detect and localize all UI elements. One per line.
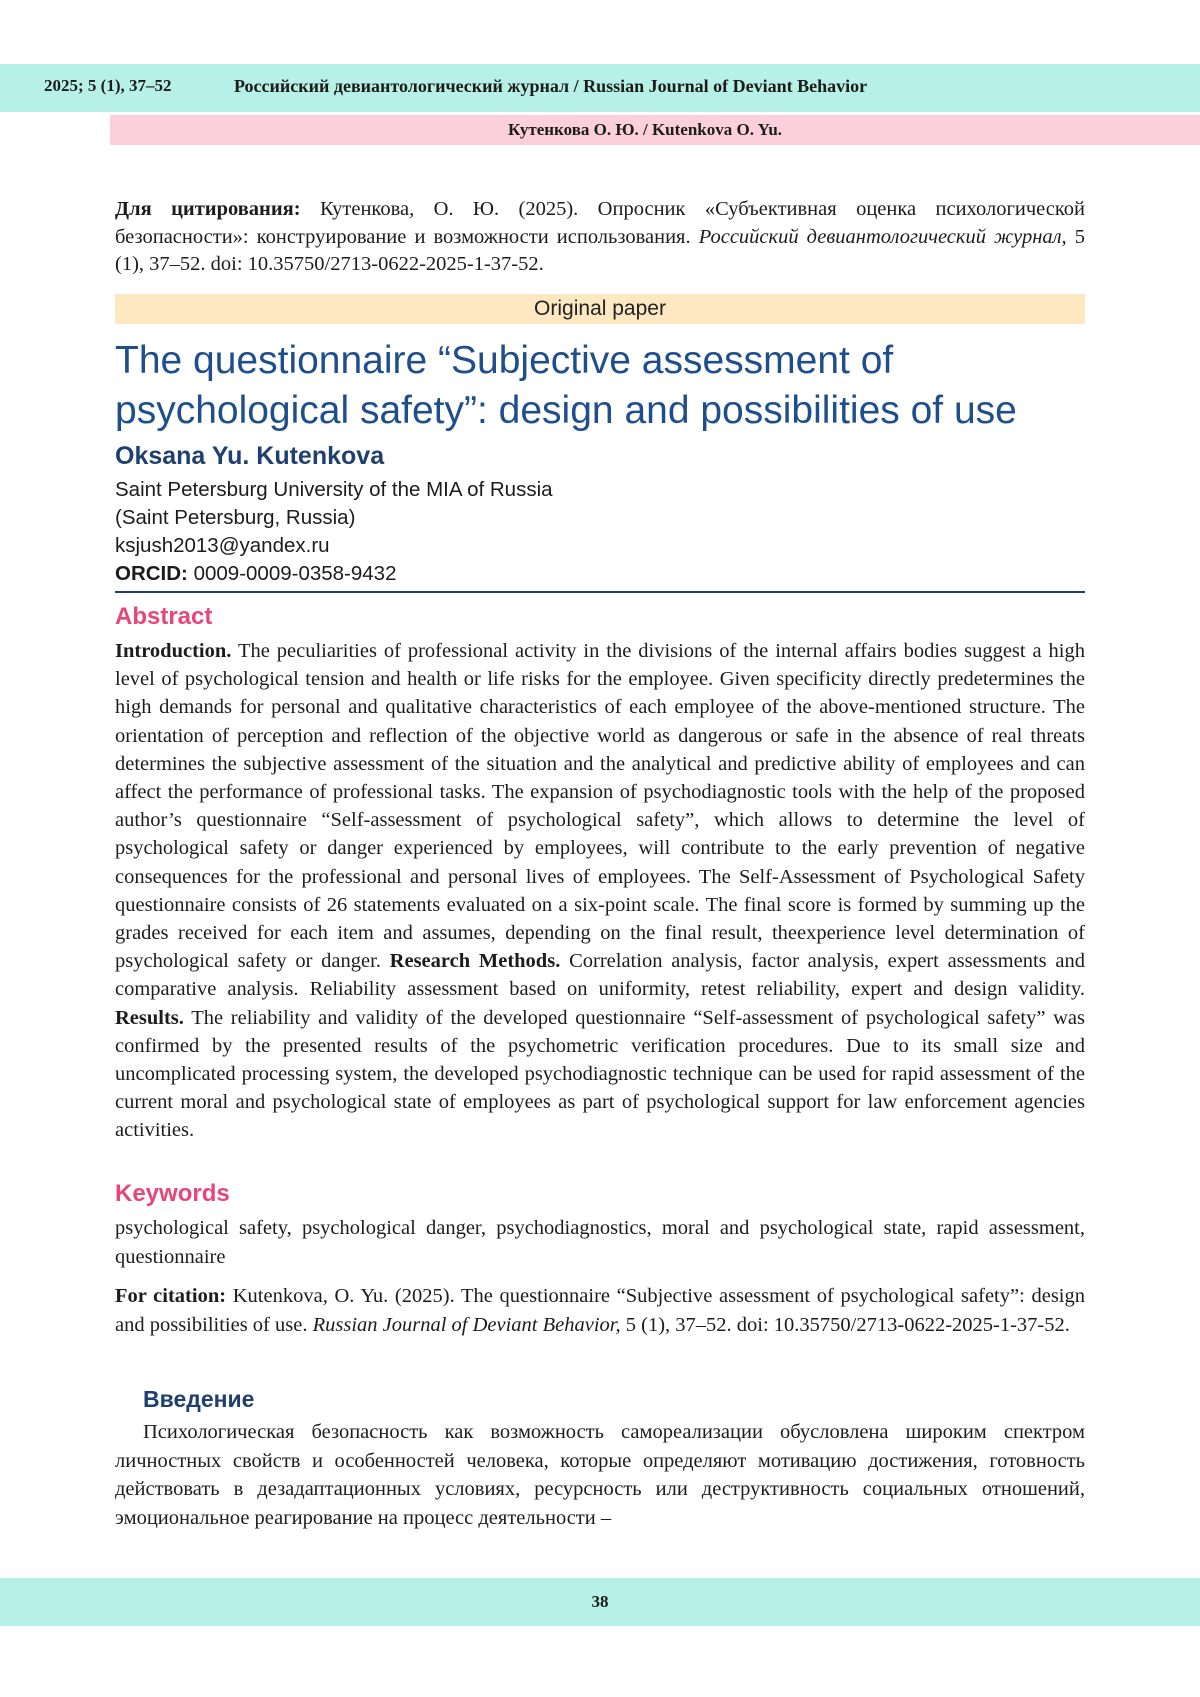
citation-ru-label: Для цитирования: — [115, 198, 301, 220]
abstract-intro-label: Introduction. — [115, 640, 232, 662]
abstract-methods-label: Research Methods. — [389, 950, 561, 973]
abstract-heading: Abstract — [115, 603, 213, 630]
author-affiliation — [115, 476, 553, 588]
citation-ru-text-1: Кутенкова, О. Ю. (2025). Опросник «Субъективная оценка психологической безопасности»: конструирование и возможности использования. — [115, 198, 1086, 248]
abstract-body — [115, 637, 1085, 1145]
abstract-methods-text: Correlation analysis, factor analysis, expert assessments and comparative analysis. Reliability assessment based on uniformity, retest reliability, expert and design validity. — [115, 950, 1085, 1001]
abstract-results-text: The reliability and validity of the developed questionnaire “Self-assessment of psychological safety” was confirmed by the presented results of the psychometric verification procedures. Due to its small size and uncomplicated processing system, the developed psychodiagnostic technique can be used for rapid assessment of the current moral and psychological state of employees as part of psychological support for law enforcement agencies activities. — [115, 1006, 1085, 1142]
introduction-text: Психологическая безопасность как возможность самореализации обусловлена широким спектром личностных свойств и особенностей человека, которые определяют мотивацию достижения, готовность действовать в дезадаптационных условиях, ресурсность или деструктивность социальных отношений, эмоциональное реагирование на процесс деятельности – — [115, 1421, 1085, 1529]
citation-en-journal: Russian Journal of Deviant Behavior, — [312, 1313, 621, 1336]
orcid-label: ORCID: — [115, 562, 188, 585]
affiliation-line-2: (Saint Petersburg, Russia) — [115, 506, 356, 529]
orcid-value[interactable]: 0009-0009-0358-9432 — [187, 562, 397, 585]
citation-en-text-1: Kutenkova, O. Yu. (2025). The questionnaire “Subjective assessment of psychological safety”: design and possibilities of use. — [115, 1285, 1085, 1336]
citation-en-label: For citation: — [115, 1285, 227, 1307]
citation-en — [115, 1282, 1085, 1339]
issue-info: 2025; 5 (1), 37–52 — [44, 76, 172, 95]
journal-title: Российский девиантологический журнал / Russian Journal of Deviant Behavior — [234, 76, 868, 96]
keywords-heading: Keywords — [115, 1180, 230, 1207]
citation-en-text-2: 5 (1), 37–52. doi: 10.35750/2713-0622-2025-1-37-52. — [620, 1313, 1070, 1336]
abstract-results-label: Results. — [115, 1006, 184, 1029]
citation-ru-text-2: 5 (1), 37–52. doi: 10.35750/2713-0622-2025-1-37-52. — [115, 225, 1086, 275]
keywords-text: psychological safety, psychological danger, psychodiagnostics, moral and psychological state, rapid assessment, questionnaire — [115, 1217, 1085, 1268]
citation-ru-journal: Российский девиантологический журнал, — [698, 225, 1067, 248]
running-authors-band — [110, 115, 1200, 145]
introduction-heading: Введение — [143, 1386, 255, 1412]
affiliation-line-1: Saint Petersburg University of the MIA of Russia — [115, 478, 553, 501]
page-footer-band — [0, 1578, 1200, 1626]
citation-ru — [115, 196, 1085, 279]
section-divider — [115, 591, 1085, 593]
running-authors: Кутенкова О. Ю. / Kutenkova O. Yu. — [507, 120, 783, 139]
paper-type-badge: Original paper — [115, 294, 1085, 324]
author-email[interactable]: ksjush2013@yandex.ru — [115, 534, 330, 557]
paper-title: The questionnaire “Subjective assessment of psychological safety”: design and possibilities of use — [115, 339, 1017, 432]
abstract-intro-text: The peculiarities of professional activity in the divisions of the internal affairs bodies suggest a high level of psychological tension and health or life risks for the employee. Given specificity directly predetermines the high demands for personal and qualitative characteristics of each employee of the above-mentioned structure. The orientation of perception and reflection of the objective world as dangerous or safe in the absence of real threats determines the subjective assessment of the situation and the analytical and predictive ability of employees and can affect the performance of professional tasks. The expansion of psychodiagnostic tools with the help of the proposed author’s questionnaire “Self-assessment of psychological safety”, which allows to determine the level of psychological safety or danger experienced by employees, will contribute to the early prevention of negative consequences for the professional and personal lives of employees. The Self-Assessment of Psychological Safety questionnaire consists of 26 statements evaluated on a six-point scale. The final score is formed by summing up the grades received for each item and assumes, depending on the final result, theexperience level determination of psychological safety or danger. — [115, 640, 1085, 973]
author-name: Oksana Yu. Kutenkova — [115, 442, 385, 470]
page-number: 38 — [591, 1592, 609, 1611]
author-orcid — [115, 560, 553, 588]
journal-header-band — [0, 64, 1200, 112]
